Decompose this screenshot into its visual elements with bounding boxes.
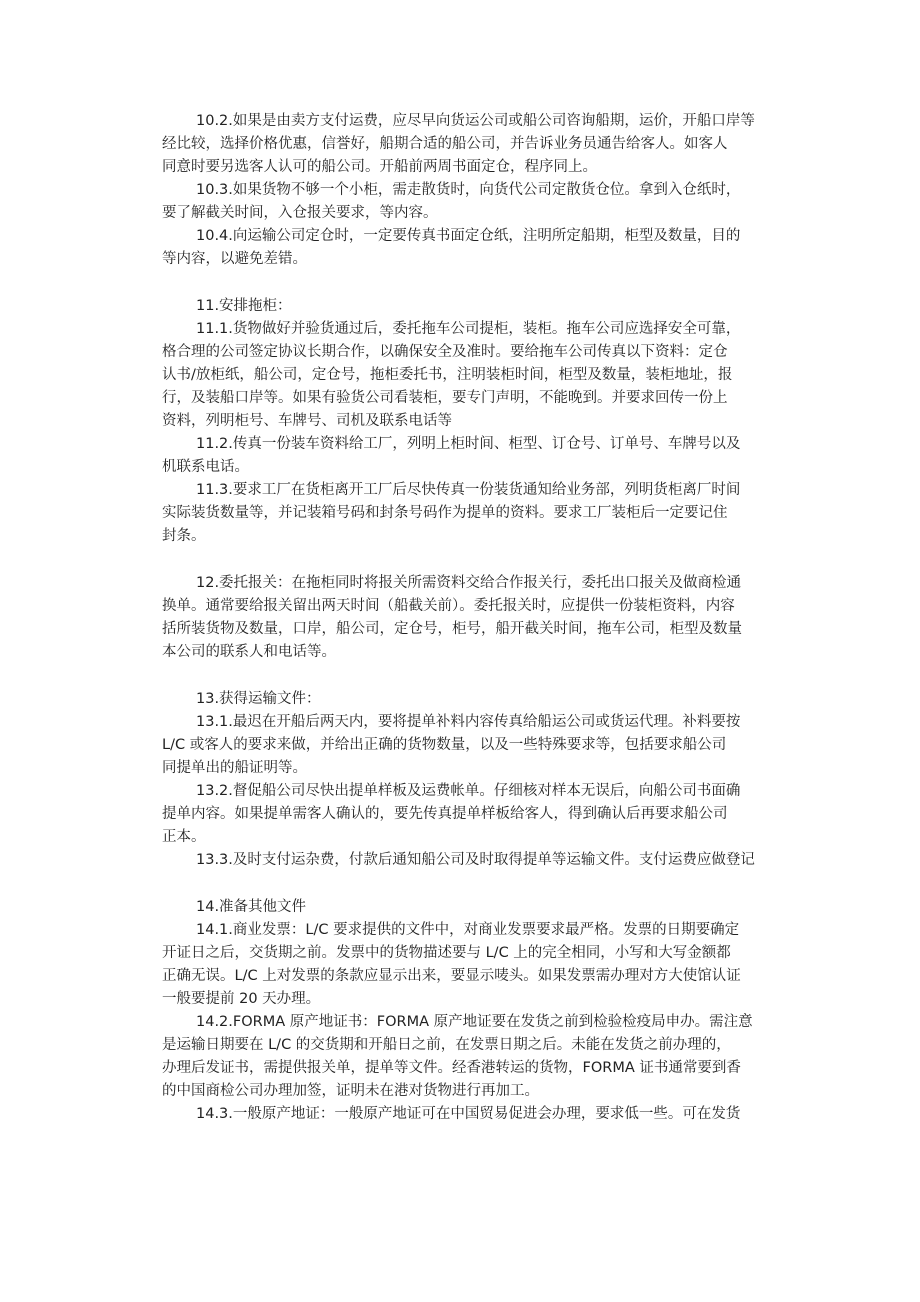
paragraph-13-3 bbox=[162, 849, 798, 872]
text-line: 认书/放柜纸，船公司，定仓号，拖柜委托书，注明装柜时间，柜型及数量，装柜地址，报 bbox=[162, 367, 733, 383]
text-line: 12.委托报关：在拖柜同时将报关所需资料交给合作报关行，委托出口报关及做商检通 bbox=[196, 575, 742, 591]
text-line: 10.4.向运输公司定仓时，一定要传真书面定仓纸，注明所定船期，柜型及数量，目的 bbox=[196, 228, 741, 244]
text-line: 11.1.货物做好并验货通过后，委托拖车公司提柜，装柜。拖车公司应选择安全可靠， bbox=[196, 321, 741, 337]
text-line: 资料，列明柜号、车牌号、司机及联系电话等 bbox=[162, 413, 452, 429]
paragraph-gap bbox=[162, 271, 798, 295]
text-line: 经比较，选择价格优惠，信誉好，船期合适的船公司，并告诉业务员通告给客人。如客人 bbox=[162, 136, 728, 152]
text-line: 10.3.如果货物不够一个小柜，需走散货时，向货代公司定散货仓位。拿到入仓纸时， bbox=[196, 182, 741, 198]
text-line: 正本。 bbox=[162, 829, 206, 845]
section-heading-13: 13.获得运输文件： bbox=[196, 691, 321, 707]
text-line: 格合理的公司签定协议长期合作，以确保安全及准时。要给拖车公司传真以下资料：定仓 bbox=[162, 344, 728, 360]
text-line: 同意时要另选客人认可的船公司。开船前两周书面定仓，程序同上。 bbox=[162, 159, 597, 175]
text-line: 13.1.最迟在开船后两天内，要将提单补料内容传真给船运公司或货运代理。补料要按 bbox=[196, 714, 741, 730]
text-line: 机联系电话。 bbox=[162, 459, 249, 475]
text-line: 13.2.督促船公司尽快出提单样板及运费帐单。仔细核对样本无误后，向船公司书面确 bbox=[196, 783, 741, 799]
text-line: 14.1.商业发票：L/C 要求提供的文件中，对商业发票要求最严格。发票的日期要确定 bbox=[196, 922, 740, 938]
paragraph-11-2 bbox=[162, 433, 798, 479]
paragraph-12 bbox=[162, 572, 798, 664]
paragraph-14-3 bbox=[162, 1103, 798, 1126]
text-line: 实际装货数量等，并记装箱号码和封条号码作为提单的资料。要求工厂装柜后一定要记住 bbox=[162, 505, 728, 521]
text-line: 11.2.传真一份装车资料给工厂，列明上柜时间、柜型、订仓号、订单号、车牌号以及 bbox=[196, 436, 741, 452]
paragraph-gap bbox=[162, 872, 798, 896]
text-line: 13.3.及时支付运杂费，付款后通知船公司及时取得提单等运输文件。支付运费应做登记 bbox=[196, 852, 755, 868]
paragraph-10-3 bbox=[162, 179, 798, 225]
paragraph-gap bbox=[162, 664, 798, 688]
text-line: 本公司的联系人和电话等。 bbox=[162, 644, 336, 660]
text-line: 等内容，以避免差错。 bbox=[162, 251, 307, 267]
paragraph-gap bbox=[162, 548, 798, 572]
text-line: 10.2.如果是由卖方支付运费，应尽早向货运公司或船公司咨询船期，运价，开船口岸等 bbox=[196, 113, 755, 129]
text-line: 一般要提前 20 天办理。 bbox=[162, 991, 321, 1007]
text-line: 封条。 bbox=[162, 528, 206, 544]
text-line: 括所装货物及数量，口岸，船公司，定仓号，柜号，船开截关时间，拖车公司，柜型及数量 bbox=[162, 621, 742, 637]
text-line: 的中国商检公司办理加签，证明未在港对货物进行再加工。 bbox=[162, 1083, 539, 1099]
text-line: 要了解截关时间，入仓报关要求，等内容。 bbox=[162, 205, 438, 221]
text-line: 提单内容。如果提单需客人确认的，要先传真提单样板给客人，得到确认后再要求船公司 bbox=[162, 806, 728, 822]
paragraph-13-1 bbox=[162, 711, 798, 780]
text-line: 换单。通常要给报关留出两天时间（船截关前）。委托报关时，应提供一份装柜资料，内容 bbox=[162, 598, 735, 614]
text-line: 11.3.要求工厂在货柜离开工厂后尽快传真一份装货通知给业务部，列明货柜离厂时间 bbox=[196, 482, 741, 498]
paragraph-10-4 bbox=[162, 225, 798, 271]
paragraph-11-3 bbox=[162, 479, 798, 548]
paragraph-11-1 bbox=[162, 318, 798, 433]
text-line: 开证日之后，交货期之前。发票中的货物描述要与 L/C 上的完全相同，小写和大写金额都 bbox=[162, 945, 731, 961]
section-heading-11: 11.安排拖柜： bbox=[196, 298, 292, 314]
text-line: 是运输日期要在 L/C 的交货期和开船日之前，在发票日期之后。未能在发货之前办理的， bbox=[162, 1037, 731, 1053]
section-heading-14: 14.准备其他文件 bbox=[196, 899, 307, 915]
text-line: 办理后发证书，需提供报关单，提单等文件。经香港转运的货物，FORMA 证书通常要到香 bbox=[162, 1060, 741, 1076]
text-line: 14.3.一般原产地证：一般原产地证可在中国贸易促进会办理，要求低一些。可在发货 bbox=[196, 1106, 741, 1122]
paragraph-14-2 bbox=[162, 1011, 798, 1103]
paragraph-10-2 bbox=[162, 110, 798, 179]
text-line: 正确无误。L/C 上对发票的条款应显示出来，要显示唛头。如果发票需办理对方大使馆认证 bbox=[162, 968, 741, 984]
text-line: 行，及装船口岸等。如果有验货公司看装柜，要专门声明，不能晚到。并要求回传一份上 bbox=[162, 390, 728, 406]
paragraph-14-1 bbox=[162, 919, 798, 1011]
paragraph-13-2 bbox=[162, 780, 798, 849]
text-line: 14.2.FORMA 原产地证书：FORMA 原产地证要在发货之前到检验检疫局申办。需注意 bbox=[196, 1014, 753, 1030]
text-line: 同提单出的船证明等。 bbox=[162, 760, 307, 776]
text-line: L/C 或客人的要求来做，并给出正确的货物数量，以及一些特殊要求等，包括要求船公司 bbox=[162, 737, 727, 753]
document-body bbox=[162, 110, 798, 1126]
